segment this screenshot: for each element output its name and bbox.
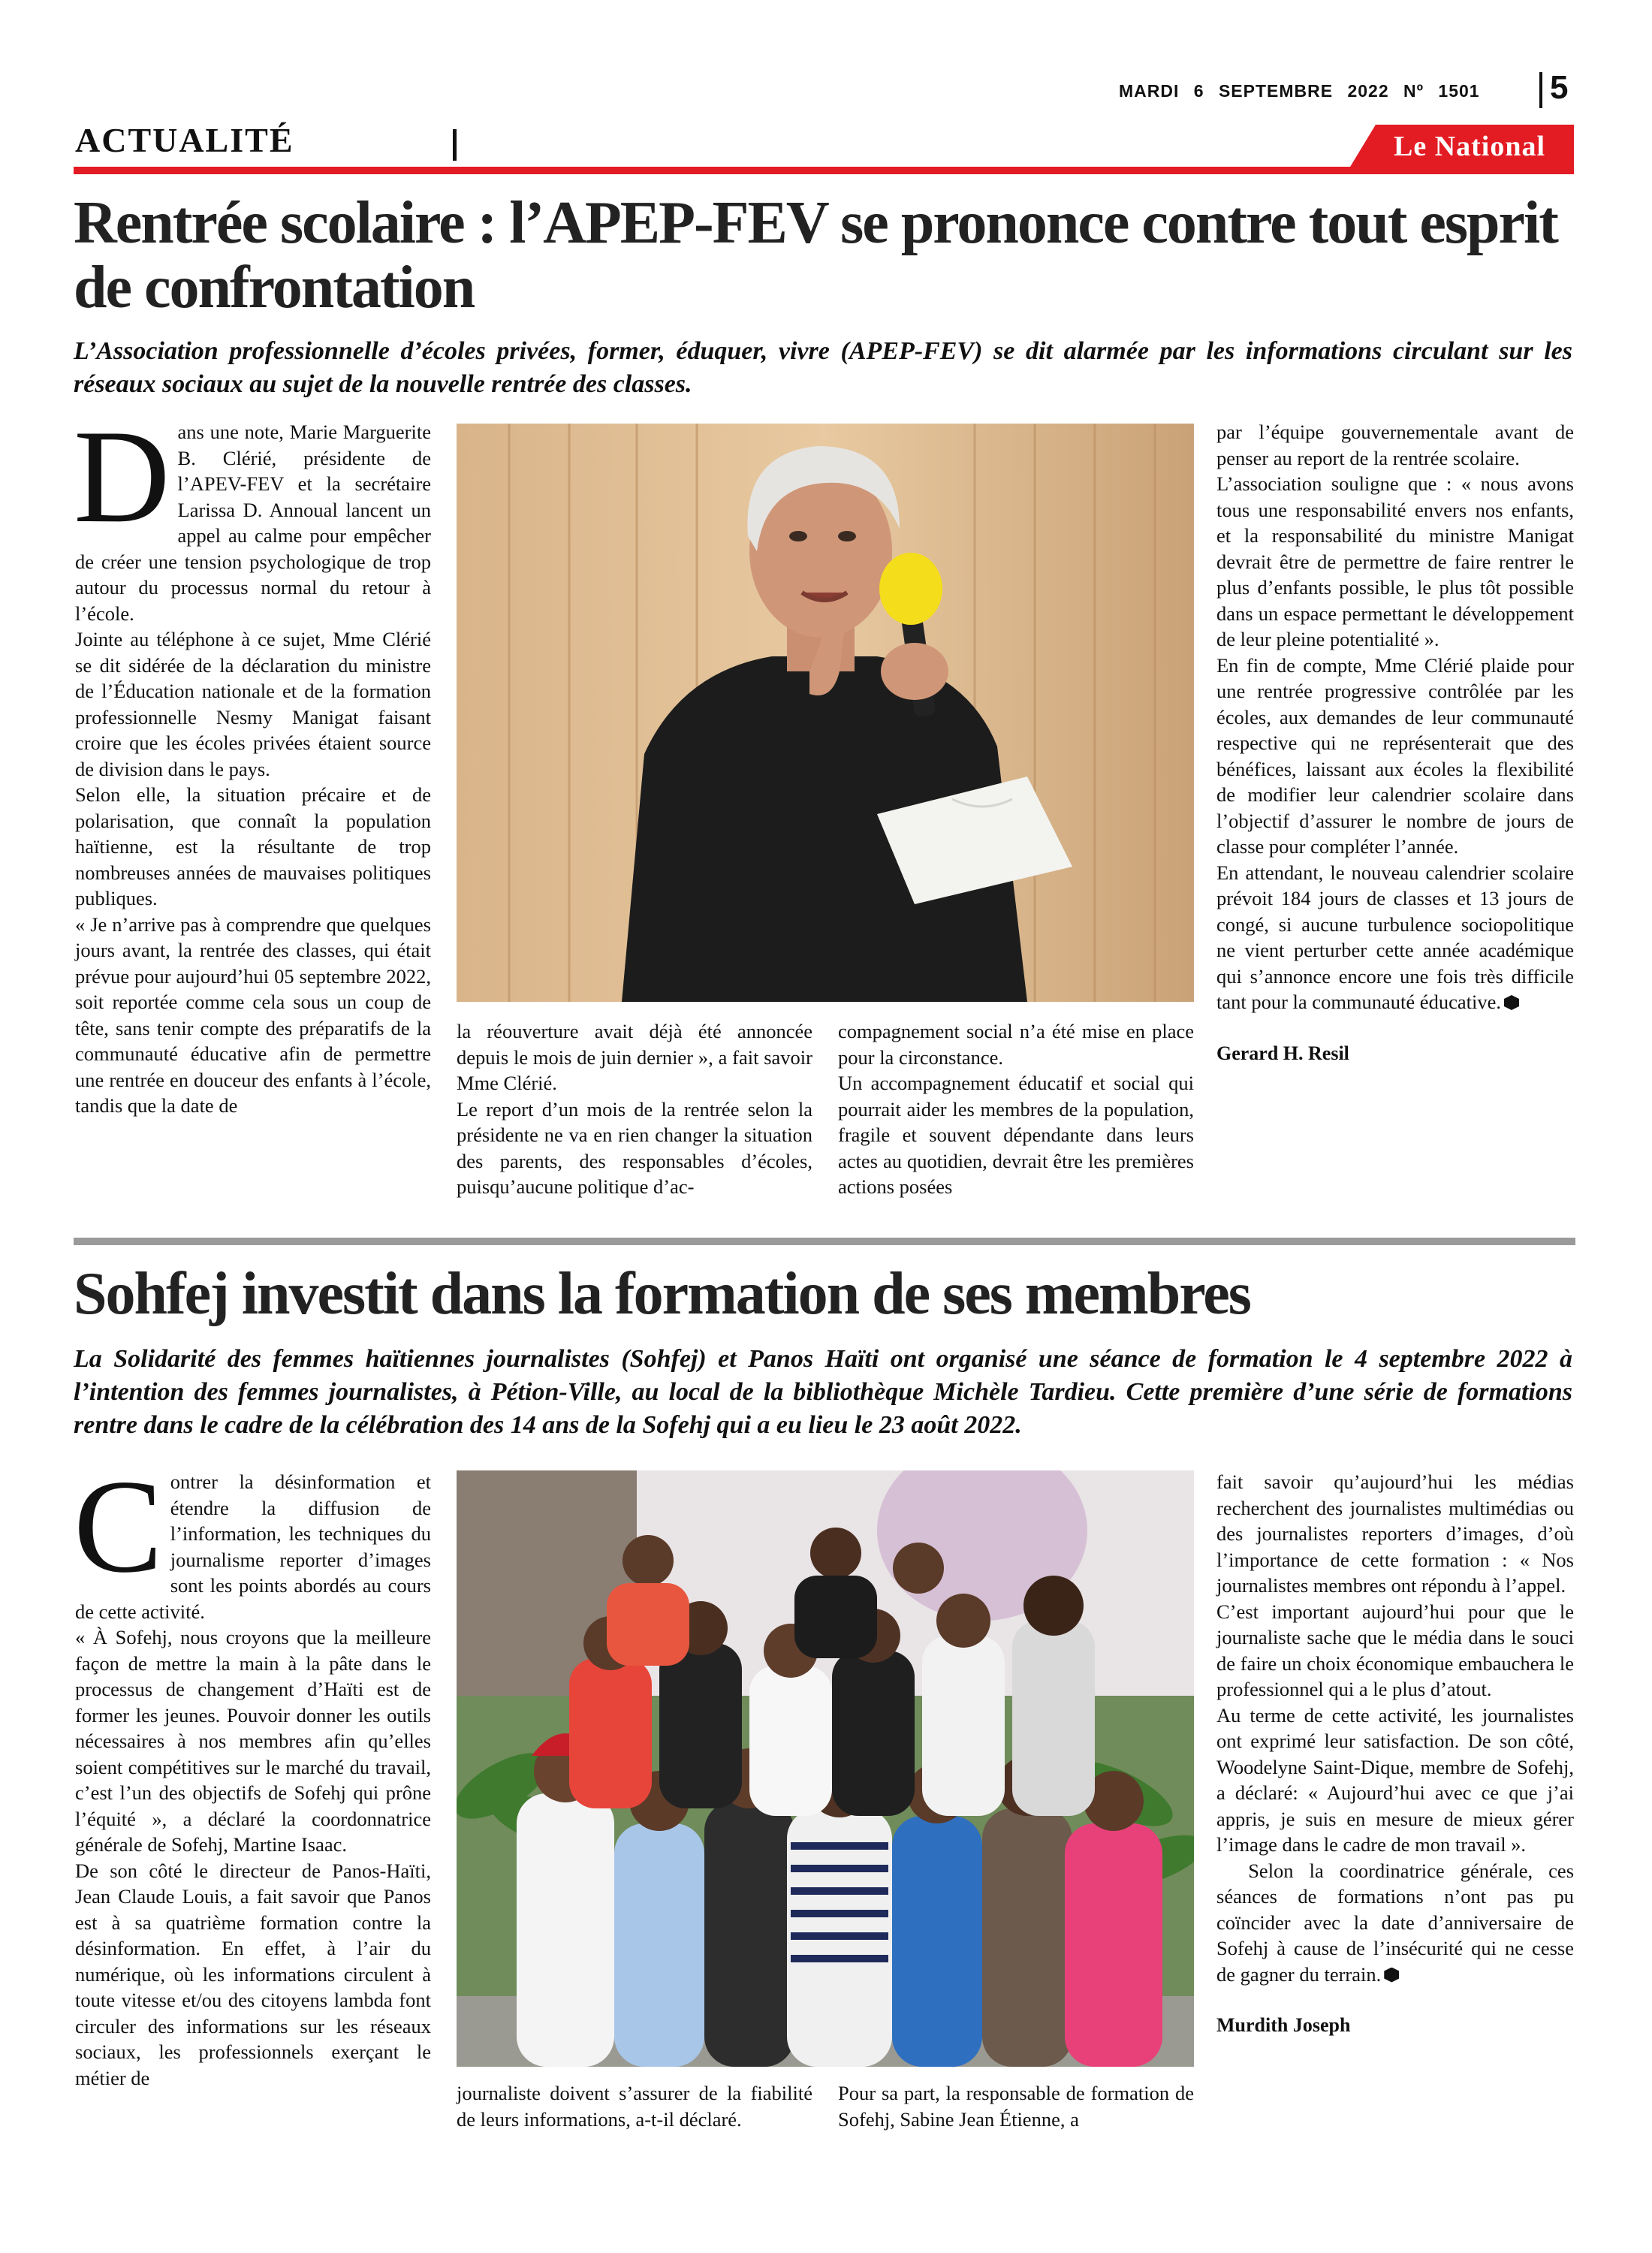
article2-photo-group [457, 1470, 1194, 2067]
article1-paragraph: Jointe au téléphone à ce sujet, Mme Clérié se dit sidérée de la déclaration du ministre de l’Éducation nationale et de la formation professionnelle Nesmy Manigat faisant croire que les écoles privées étaient source de division dans le pays. [75, 628, 431, 780]
article1-paragraph: En fin de compte, Mme Clérié plaide pour une rentrée progressive contrôlée par les écoles, aux demandes de leur communauté respective qui ne représenterait que des bénéfices, laissant aux écoles la flexibilité de modifier leur calendrier scolaire dans l’objectif d’assurer le nombre de jours de classe pour compléter l’année. [1216, 653, 1574, 858]
article2-paragraph: De son côté le directeur de Panos-Haïti, Jean Claude Louis, a fait savoir que Panos est à sa quatrième formation contre la désinformation. En effet, à l’air du numérique, où les informations circulent à toute vitesse et/ou des citoyens lambda font circuler des informations sur les réseaux sociaux, les professionnels exerçant le métier de [75, 1859, 431, 2089]
article2-final-paragraph: Selon la coordinatrice générale, ces séances de formations n’ont pas pu coïncider avec la date d’anniversaire de Sofehj à cause de l’insécurité qui ne cesse de gagner du terrain. [1216, 1859, 1575, 1986]
article2-paragraph: Pour sa part, la responsable de formation de Sofehj, Sabine Jean Étienne, a [838, 2082, 1194, 2131]
article2-paragraph: ontrer la désinformation et étendre la diffusion de l’information, les techniques du journalisme reporter d’images sont les points abordés au cours de cette activité. [75, 1470, 431, 1623]
article2-byline: Murdith Joseph [1216, 2014, 1351, 2036]
article1-headline: Rentrée scolaire : l’APEP-FEV se prononce contre tout esprit de confrontation [74, 190, 1557, 321]
article1-paragraph: la réouverture avait déjà été annoncée depuis le mois de juin dernier », a fait savoir Mme Clérié. [457, 1020, 812, 1094]
article2-dropcap: C [74, 1452, 163, 1600]
article1-column-2 [457, 1018, 812, 1200]
article2-paragraph: journaliste doivent s’assurer de la fiabilité de leurs informations, a-t-il déclaré. [457, 2082, 812, 2131]
section-divider [453, 129, 457, 161]
issue-date-line: MARDI 6 SEPTEMBRE 2022 Nº 1501 [1119, 81, 1480, 101]
article1-dek: L’Association professionnelle d’écoles privées, former, éduquer, vivre (APEP-FEV) se dit alarmée par les informations circulant sur les réseaux sociaux au sujet de la nouvelle rentrée des classes. [74, 337, 1572, 398]
article2-headline: Sohfej investit dans la formation de ses membres [74, 1261, 1250, 1327]
article2-column-3 [838, 2080, 1194, 2132]
article1-paragraph: Selon elle, la situation précaire et de polarisation, que connaît la population haïtienne, est la résultante de trop nombreuses années de mauvaises politiques publiques. [75, 783, 431, 909]
article2-paragraph: fait savoir qu’aujourd’hui les médias recherchent des journalistes multimédias ou des journalistes reporters d’images, d’où l’importance de cette formation : « Nos journalistes membres ont répondu à l’appel. [1216, 1470, 1574, 1597]
article1-paragraph: ans une note, Marie Marguerite B. Clérié, présidente de l’APEV-FEV et la secrétaire Larissa D. Annoual lancent un appel au calme pour empêcher de créer une tension psychologique de trop autour du processus normal du retour à l’école. [75, 421, 431, 625]
article1-column-4 [1216, 419, 1574, 1066]
article1-paragraph: par l’équipe gouvernementale avant de penser au report de la rentrée scolaire. [1216, 421, 1574, 469]
section-label: ACTUALITÉ [75, 121, 294, 159]
article1-final-paragraph: En attendant, le nouveau calendrier scolaire prévoit 184 jours de classes et 13 jours de congé, si aucune turbulence sociopolitique ne vient perturber cette année académique qui s’annonce encore une fois très difficile tant pour la communauté éducative. [1216, 861, 1574, 1013]
article2-paragraph: « À Sofehj, nous croyons que la meilleure façon de mettre la main à la pâte dans le processus de changement d’Haïti est de former les jeunes. Pouvoir donner les outils nécessaires à nos membres afin qu’elles soient compétitives sur le marché du travail, c’est l’un des objectifs de Sofehj qui prône l’équité », a déclaré la coordonnatrice générale de Sofehj, Martine Isaac. [75, 1626, 431, 1856]
article2-column-1 [74, 1452, 431, 2091]
article2-paragraph [1216, 1858, 1574, 1988]
article1-paragraph [1216, 860, 1574, 1015]
article2-paragraph: C’est important aujourd’hui pour que le journaliste sache que le média dans le souci de faire un choix économique embauchera le professionnel qui a le plus d’atout. [1216, 1600, 1574, 1700]
article1-dropcap: D [74, 402, 170, 550]
article1-paragraph: « Je n’arrive pas à comprendre que quelques jours avant, la rentrée des classes, qui était prévue pour aujourd’hui 05 septembre 2022, soit reportée comme cela sous un coup de tête, sans tenir compte des préparatifs de la communauté éducative afin de permettre une rentrée en douceur des enfants à l’école, tandis que la date de [75, 912, 431, 1117]
end-of-article-icon [1504, 995, 1519, 1010]
page-number: 5 [1550, 69, 1569, 106]
article2-column-2 [457, 2080, 812, 2132]
article-separator [74, 1238, 1575, 1245]
article1-byline: Gerard H. Resil [1216, 1042, 1349, 1064]
article1-paragraph: compagnement social n’a été mise en place pour la circonstance. [838, 1020, 1194, 1069]
article1-column-3 [838, 1018, 1194, 1200]
article1-photo-speaker [457, 424, 1194, 1002]
article2-column-4 [1216, 1469, 1574, 2039]
article1-paragraph: Le report d’un mois de la rentrée selon la présidente ne va en rien changer la situation des parents, des responsables d’écoles, puisqu’aucune politique d’ac- [457, 1097, 812, 1198]
article2-paragraph: Au terme de cette activité, les journalistes ont exprimé leur satisfaction. De son côté, Woodelyne Saint-Dique, membre de Sofehj, a déclaré: « Aujourd’hui avec ce que j’ai appris, je suis en mesure de mieux gérer l’image dans le cadre de mon travail ». [1216, 1703, 1574, 1856]
article2-dek: La Solidarité des femmes haïtiennes journalistes (Sohfej) et Panos Haïti ont organisé une séance de formation le 4 septembre 2022 à l’intention des femmes journalistes, à Pétion-Ville, au local de la bibliothèque Michèle Tardieu. Cette première d’une série de formations rentre dans le cadre de la célébration des 14 ans de la Sofehj qui a eu lieu le 23 août 2022. [74, 1345, 1572, 1439]
article1-paragraph: L’association souligne que : « nous avons tous une responsabilité envers nos enfants, et la responsabilité du ministre Manigat devrait être de permettre de faire rentrer le plus d’enfants possible, le plus tôt possible dans un espace permettant le développement de leur pleine potentialité ». [1216, 472, 1574, 650]
end-of-article-icon [1384, 1968, 1399, 1983]
newspaper-brand: Le National [1393, 131, 1546, 162]
article1-column-1 [74, 402, 431, 1119]
article1-paragraph: Un accompagnement éducatif et social qui pourrait aider les membres de la population, fragile et souvent dépendante dans leurs actes au quotidien, devrait être les premières actions posées [838, 1072, 1194, 1198]
page-number-divider [1539, 72, 1542, 108]
